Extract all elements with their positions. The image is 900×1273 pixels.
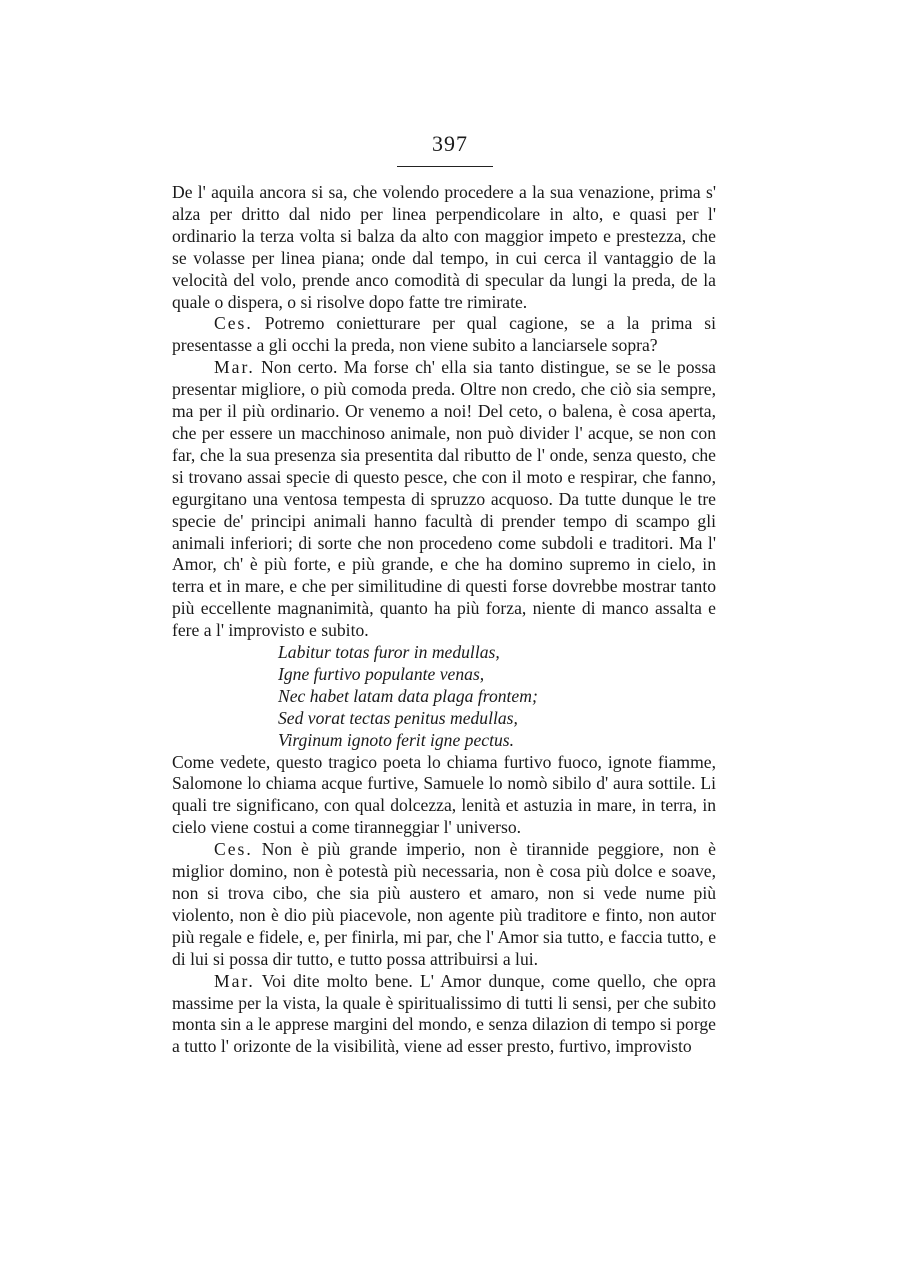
- paragraph-5: [172, 839, 716, 970]
- paragraph-5-text: Non è più grande imperio, non è tirannide peggiore, non è miglior domino, non è potestà più necessaria, non è cosa più dolce e soave, non si trova cibo, che sia più austero et amaro, non si vede nume più violento, non è dio più piacevole, non agente più traditore e finto, non autor più regale e fidele, e, per finirla, mi par, che l' Amor sia tutto, e faccia tutto, e di lui si possa dir tutto, e tutto possa attribuirsi a lui.: [172, 839, 716, 969]
- paragraph-3-text: Non certo. Ma forse ch' ella sia tanto distingue, se se le possa presentar migliore, o più comoda preda. Oltre non credo, che ciò sia sempre, ma per il più ordinario. Or venemo a noi! Del ceto, o balena, è cosa aperta, che per essere un macchinoso animale, non può divider l' acque, se non con far, che la sua presenza sia presentita dal ributto de l' onde, senza questo, che si trovano assai specie di questo pesce, che con il moto e respirar, che fanno, egurgitano una ventosa tempesta di spruzzo acquoso. Da tutte dunque le tre specie de' principi animali hanno facultà di prender tempo di scampo gli animali inferiori; di sorte che non procedeno come subdoli e traditori. Ma l' Amor, ch' è più forte, e più grande, e che ha domino supremo in cielo, in terra et in mare, e che per similitudine di questi forse dovrebbe mostrar tanto più eccellente magnanimità, quanto ha più forza, niente di manco assalta e fere a l' improvisto e subito.: [172, 357, 716, 641]
- page-number: 397: [432, 131, 468, 156]
- body-text: [172, 182, 716, 1058]
- verse-line: Igne furtivo populante venas,: [278, 663, 485, 684]
- header-rule: [397, 166, 493, 167]
- verse-line: Labitur totas furor in medullas,: [278, 642, 500, 663]
- verse-line: Sed vorat tectas penitus medullas,: [278, 707, 518, 728]
- verse-line: Nec habet latam data plaga frontem;: [278, 685, 538, 706]
- speaker-label: Mar.: [214, 357, 255, 378]
- paragraph-6: [172, 971, 716, 1059]
- paragraph-2-text: Potremo conietturare per qual cagione, se a la prima si presentasse a gli occhi la preda, non viene subito a lanciarsele sopra?: [172, 313, 716, 356]
- paragraph-1: De l' aquila ancora si sa, che volendo procedere a la sua venazione, prima s' alza per dritto dal nido per linea perpendicolare in alto, e quasi per l' ordinario la terza volta si balza da alto con maggior impeto e prestezza, che se volasse per linea piana; onde dal tempo, in cui cerca il vantaggio de la velocità del volo, prende anco comodità di specular da lungi la preda, de la quale o dispera, o si risolve dopo fatte tre rimirate.: [172, 182, 716, 312]
- paragraph-6-text: Voi dite molto bene. L' Amor dunque, come quello, che opra massime per la vista, la quale è spiritualissimo di tutti li sensi, per che subito monta sin a le apprese margini del mondo, e senza dilazion di tempo si porge a tutto l' orizonte de la visibilità, viene ad esser presto, furtivo, improvisto: [172, 970, 716, 1057]
- speaker-label: Mar.: [214, 970, 255, 991]
- paragraph-2: [172, 313, 716, 357]
- verse-line: Virginum ignoto ferit igne pectus.: [278, 729, 515, 750]
- speaker-label: Ces.: [214, 313, 253, 334]
- verse-quotation: [278, 642, 716, 752]
- speaker-label: Ces.: [214, 839, 253, 860]
- paragraph-3: [172, 357, 716, 642]
- paragraph-4: Come vedete, questo tragico poeta lo chiama furtivo fuoco, ignote fiamme, Salomone lo chiama acque furtive, Samuele lo nomò sibilo d' aura sottile. Li quali tre significano, con qual dolcezza, lenità et astuzia in mare, in terra, in cielo viene costui a come tiranneggiar l' universo.: [172, 751, 716, 838]
